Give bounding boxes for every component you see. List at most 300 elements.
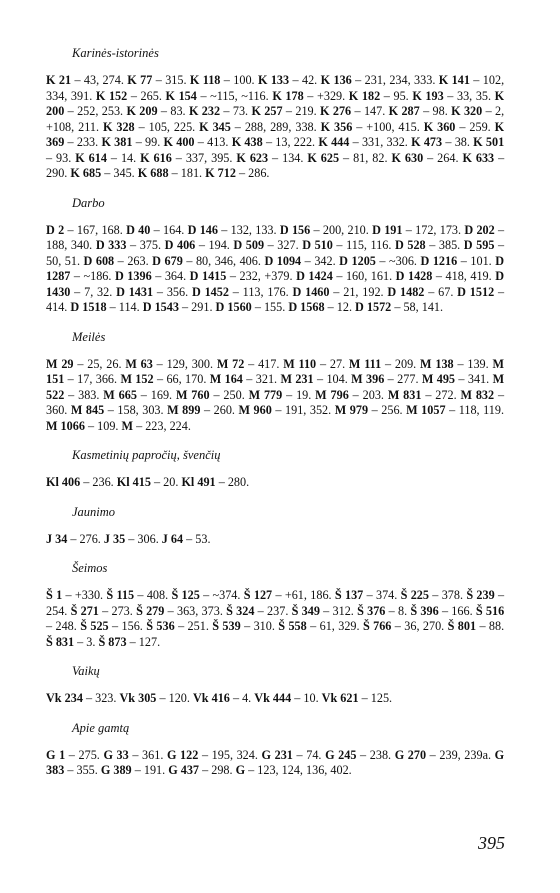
entry-refs: 231, 234, 333. [364,73,436,87]
index-entry: M 522 – 383. [46,372,505,402]
entry-code: Kl 415 [116,475,151,489]
entry-refs: 67. [438,284,454,299]
entry-refs: 298. [211,763,233,777]
entry-code: M 665 [103,387,137,402]
entry-refs: 251. [187,619,209,633]
entry-code: Š 137 [334,588,364,602]
entry-code: Š 115 [106,588,135,602]
entry-code: D 1430 [46,269,505,299]
entry-code: Š 225 [400,588,429,602]
index-section [46,46,504,182]
index-entry: D 509 – 327. [233,238,299,252]
entry-code: K 381 [101,135,133,149]
index-entry: M 1057 – 118, 119. [406,403,505,417]
entry-refs: ~374. [212,588,241,602]
index-entry: Kl 406 – 236. [46,475,114,489]
entry-code: M 164 [209,372,243,386]
entry-code: M 779 [248,387,283,402]
index-entry: G 437 – 298. [168,763,233,777]
index-entry: G 383 – 355. [46,747,505,777]
index-entry: Š 115 – 408. [106,588,169,602]
entry-refs: 237. [267,603,289,618]
entry-refs: 327. [277,238,299,252]
entry-code: K 625 [307,150,340,165]
entry-refs: +330. [74,588,104,602]
entry-refs: 248. [55,619,77,633]
entry-code: Š 801 [447,619,477,633]
entry-refs: 263. [127,253,149,268]
entry-code: G 383 [46,747,505,777]
index-entry: Vk 444 – 10. [254,691,319,705]
entry-refs: 360. [46,403,68,417]
index-entry: Kl 415 – 20. [116,475,179,489]
index-entry: Š 539 – 310. [212,619,275,633]
entry-refs: 341. [467,372,490,386]
entry-code: K 152 [95,88,128,103]
entry-refs: 3. [86,634,96,649]
entry-refs: 101. [470,253,492,268]
entry-code: Vk 444 [254,691,292,705]
index-entry: D 146 – 132, 133. [187,222,277,237]
entry-refs: 61, 329. [319,619,360,633]
entry-refs: 129, 300. [166,356,214,371]
index-entry: D 1431 – 356. [116,284,189,299]
index-entry: M 979 – 256. [334,403,403,417]
entry-code: D 1415 [189,269,227,283]
index-entry: G 245 – 238. [325,747,392,762]
entry-refs: 160, 161. [345,269,393,283]
entry-code: D 40 [126,222,151,237]
entry-refs: 42. [301,73,318,87]
index-entry: M 495 – 341. [421,372,490,386]
entry-refs: 115, 116. [346,238,392,252]
entry-code: K 400 [163,135,195,149]
entry-code: K 257 [251,104,283,118]
entry-code: K 369 [46,119,505,149]
index-entry: Š 349 – 312. [291,603,354,618]
entry-code: K 328 [102,119,135,134]
entry-refs: 191. [143,763,166,777]
index-entry: G 389 – 191. [100,763,166,777]
index-entry: Kl 491 – 280. [181,475,250,489]
index-section [46,196,504,316]
index-entry: D 1452 – 113, 176. [191,284,289,299]
entry-refs: 364. [164,269,187,283]
entry-code: Š 873 [98,634,127,649]
entry-code: D 406 [164,238,196,252]
entry-refs: 104. [326,372,348,386]
index-entry: K 232 – 73. [188,104,249,118]
entry-code: K 232 [188,104,221,118]
entry-refs: +329. [316,88,346,103]
entry-refs: 125. [370,691,393,705]
index-entry: M 845 – 158, 303. [70,403,164,417]
entry-refs: 158, 303. [117,403,164,417]
index-entry: G 231 – 74. [261,747,322,762]
entry-code: Kl 491 [181,475,216,489]
entry-code: K 133 [257,73,290,87]
entry-code: D 2 [46,222,65,237]
section-entries [46,475,504,491]
entry-refs: 385. [438,238,461,252]
index-entry: J 34 – 276. [46,531,101,546]
section-title: Vaikų [72,664,100,678]
entry-code: K 287 [388,104,420,118]
index-entry: J 64 – 53. [161,531,211,546]
entry-refs: 236. [92,475,114,489]
entry-code: K 136 [320,73,352,87]
section-title: Kasmetinių papročių, švenčių [72,448,221,462]
index-entry: J 35 – 306. [103,531,159,546]
entry-code: M 979 [334,403,369,417]
index-entry: D 2 – 167, 168. [46,222,123,237]
entry-code: M 110 [283,356,317,371]
section-title: Jaunimo [72,504,116,519]
entry-code: Š 516 [475,603,505,618]
entry-refs: 356. [166,284,189,299]
entry-code: D 1512 [457,284,495,299]
entry-code: D 146 [187,222,218,237]
entry-refs: 188, 340. [46,238,93,252]
index-entry: K 400 – 413. [163,135,229,149]
entry-refs: 345. [113,166,135,180]
entry-code: M [121,418,134,433]
entry-code: K 21 [46,73,72,87]
entry-refs: 363, 373. [176,603,223,618]
entry-refs: 99. [145,135,161,149]
index-section [46,505,504,548]
section-entries [46,532,504,548]
entry-code: D 1428 [395,269,433,283]
section-title: Karinės-istorinės [72,46,159,60]
entry-code: Š 271 [70,603,99,618]
index-entry: K 136 – 231, 234, 333. [320,73,436,87]
index-entry: K 345 – 288, 289, 338. [199,119,317,134]
entry-code: Š 239 [466,588,495,602]
entry-code: K 712 [205,166,236,180]
entry-refs: 36, 270. [404,619,445,633]
entry-refs: 254. [46,603,68,618]
index-entry: Š 376 – 8. [357,603,408,618]
entry-code: D 1205 [339,253,376,268]
index-entry: D 1572 – 58, 141. [355,300,444,314]
entry-refs: 203. [362,387,384,402]
entry-refs: 127. [138,634,161,649]
index-entry: K 133 – 42. [257,73,318,87]
entry-refs: 13, 222. [275,135,316,149]
entry-refs: 25, 26. [87,356,122,371]
entry-refs: 100. [233,73,255,87]
entry-refs: +100, 415. [366,119,420,134]
section-entries [46,73,504,182]
entry-refs: 252, 253. [77,104,124,118]
entry-code: K 473 [411,135,443,149]
entry-refs: 14. [120,150,137,165]
entry-code: D 1560 [215,300,252,314]
entry-code: D 679 [152,253,183,268]
index-entry: Š 324 – 237. [226,603,289,618]
index-entry: D 679 – 80, 346, 406. [152,253,261,268]
index-entry: D 1482 – 67. [387,284,454,299]
entry-code: G 122 [166,747,199,762]
index-entry: M 111 – 209. [348,356,417,371]
index-entry: D 202 – 188, 340. [46,222,505,252]
entry-refs: 323. [95,691,117,705]
entry-refs: 312. [332,603,354,618]
entry-code: M 831 [387,387,422,402]
index-entry: Š 1 – +330. [46,588,104,602]
entry-refs: 50, 51. [46,253,80,268]
entry-refs: 418, 419. [445,269,492,283]
entry-code: D 1572 [355,300,392,314]
entry-code: D 1568 [288,300,325,314]
entry-code: K 623 [236,150,269,165]
entry-code: G 1 [46,747,66,762]
index-section [46,721,504,779]
entry-refs: 2, +108, 211. [46,104,505,134]
index-entry: M – 223, 224. [121,418,191,433]
entry-refs: 250. [223,387,245,402]
index-entry: Š 801 – 88. [447,619,505,633]
index-entry: D 1205 – ~306. [339,253,417,268]
index-entry: Š 239 – 254. [46,588,505,618]
index-entry: K 614 – 14. [75,150,137,165]
entry-refs: 19. [296,387,312,402]
index-entry: Š 873 – 127. [98,634,161,649]
entry-refs: 164. [163,222,185,237]
entry-refs: ~115, ~116. [210,88,269,103]
entry-code: D 1460 [292,284,330,299]
index-section [46,561,504,650]
entry-code: Š 324 [226,603,255,618]
entry-code: Š 279 [136,603,165,618]
index-entry: M 72 – 417. [216,356,280,371]
entry-code: K 688 [137,166,169,180]
entry-refs: 342. [314,253,336,268]
entry-code: G 389 [100,763,132,777]
entry-refs: 58, 141. [403,300,444,314]
entry-code: M 760 [175,387,210,402]
index-entry: K 616 – 337, 395. [140,150,233,165]
entry-refs: 8. [398,603,408,618]
entry-refs: 361. [142,747,164,762]
index-text [46,46,504,793]
index-entry: G 122 – 195, 324. [166,747,258,762]
entry-refs: 132, 133. [230,222,277,237]
index-entry: Š 137 – 374. [334,588,398,602]
entry-code: Š 766 [362,619,392,633]
entry-refs: 74. [306,747,322,762]
entry-code: K 630 [391,150,424,165]
entry-code: Š 525 [80,619,109,633]
index-entry: M 831 – 272. [387,387,457,402]
entry-refs: 194. [208,238,230,252]
index-entry: Š 536 – 251. [146,619,209,633]
index-entry: D 528 – 385. [395,238,461,252]
entry-refs: 413. [207,135,229,149]
entry-code: K 193 [412,88,444,103]
entry-refs: 200, 210. [322,222,369,237]
entry-refs: 337, 395. [185,150,233,165]
entry-code: J 34 [46,531,68,546]
entry-code: D 191 [372,222,403,237]
entry-refs: 219. [295,104,317,118]
entry-code: M 138 [420,356,454,371]
entry-code: M 832 [460,387,495,402]
entry-refs: 417. [258,356,280,371]
entry-code: J 35 [103,531,126,546]
index-entry: M 899 – 260. [167,403,235,417]
entry-refs: 223, 224. [145,418,191,433]
index-entry: K 200 – 252, 253. [46,88,505,118]
entry-refs: 277. [397,372,419,386]
entry-refs: 232, +379. [239,269,293,283]
section-title: Meilės [72,329,106,344]
entry-code: K 345 [199,119,231,134]
index-entry: K 444 – 331, 332. [318,135,408,149]
entry-refs: 156. [121,619,143,633]
index-entry: D 595 – 50, 51. [46,238,505,268]
entry-refs: 191, 352. [285,403,332,417]
index-entry: D 1216 – 101. [420,253,492,268]
entry-code: G 270 [394,747,427,762]
entry-code: G [235,763,246,777]
entry-refs: 375. [139,238,162,252]
entry-code: M 495 [421,372,456,386]
index-entry: M 960 – 191, 352. [238,403,332,417]
entry-code: K 154 [165,88,197,103]
index-entry: K 154 – ~115, ~116. [165,88,269,103]
entry-refs: 113, 176. [242,284,289,299]
entry-refs: 17, 366. [77,372,118,386]
index-entry: Š 279 – 363, 373. [136,603,223,618]
entry-code: K 685 [70,166,102,180]
entry-code: M 152 [120,372,154,386]
entry-refs: 27. [329,356,346,371]
entry-refs: 273. [111,603,133,618]
entry-code: M 63 [125,356,153,371]
entry-refs: 114. [118,300,140,314]
entry-code: Vk 234 [46,691,83,705]
entry-refs: 66, 170. [166,372,207,386]
index-entry: Vk 621 – 125. [321,691,393,705]
entry-refs: 88. [488,619,505,633]
index-entry: K 77 – 315. [127,73,187,87]
entry-refs: 291. [191,300,213,314]
entry-code: M 1066 [46,418,85,433]
index-entry: M 796 – 203. [315,387,384,402]
entry-code: Š 376 [357,603,386,618]
entry-refs: 233. [76,135,99,149]
entry-refs: 239, 239a. [439,747,492,762]
index-entry: D 1518 – 114. [70,300,140,314]
entry-refs: ~306. [389,253,417,268]
index-entry: K 287 – 98. [388,104,448,118]
index-entry: M 1066 – 109. [46,418,119,433]
entry-refs: 209. [394,356,417,371]
entry-refs: ~186. [83,269,112,283]
index-entry: M 164 – 321. [209,372,278,386]
index-entry: K 257 – 219. [251,104,317,118]
entry-code: D 1431 [116,284,154,299]
index-entry: K 152 – 265. [95,88,162,103]
index-entry: Š 225 – 378. [400,588,464,602]
entry-refs: 238. [369,747,392,762]
index-entry: Š 766 – 36, 270. [362,619,445,633]
index-entry: K 369 – 233. [46,119,505,149]
entry-code: K 501 [473,135,505,149]
index-entry: D 406 – 194. [164,238,230,252]
entry-refs: 93. [56,150,72,165]
index-entry: K 182 – 95. [348,88,409,103]
entry-code: Š 539 [212,619,241,633]
entry-code: D 202 [464,222,495,237]
entry-refs: 260. [213,403,235,417]
entry-code: D 1452 [191,284,229,299]
index-entry: K 21 – 43, 274. [46,73,124,87]
entry-refs: 355. [76,763,98,777]
entry-code: Vk 305 [119,691,157,705]
index-entry: M 779 – 19. [248,387,312,402]
entry-code: K 633 [462,150,495,165]
entry-refs: 102, 334, 391. [46,73,505,103]
index-entry: D 608 – 263. [83,253,149,268]
index-entry: D 1415 – 232, +379. [189,269,293,283]
index-entry: K 625 – 81, 82. [307,150,388,165]
entry-refs: 10. [303,691,319,705]
index-entry: G 33 – 361. [103,747,164,762]
entry-code: Š 396 [410,603,439,618]
entry-refs: 414. [46,300,68,314]
entry-refs: 33, 35. [456,88,492,103]
index-entry: K 193 – 33, 35. [412,88,492,103]
index-entry: Vk 416 – 4. [192,691,252,705]
entry-code: Vk 621 [321,691,359,705]
entry-code: K 77 [127,73,153,87]
entry-refs: 290. [46,166,68,180]
entry-refs: 81, 82. [353,150,388,165]
entry-code: Š 536 [146,619,175,633]
index-entry: K 320 – 2, +108, 211. [46,104,505,134]
entry-code: G 33 [103,747,129,762]
entry-code: K 200 [46,88,505,118]
entry-refs: 331, 332. [361,135,408,149]
index-entry: K 623 – 134. [236,150,304,165]
index-entry: M 138 – 139. [420,356,489,371]
section-entries [46,691,504,707]
index-entry: K 209 – 83. [126,104,186,118]
index-entry: D 333 – 375. [95,238,162,252]
entry-code: K 614 [75,150,107,165]
entry-code: K 356 [320,119,353,134]
entry-code: M 111 [348,356,382,371]
entry-refs: 167, 168. [76,222,123,237]
entry-refs: 147. [363,104,386,118]
entry-code: K 276 [320,104,352,118]
index-entry: D 1568 – 12. [288,300,352,314]
entry-code: Š 831 [46,634,75,649]
entry-refs: 374. [375,588,398,602]
index-entry: K 688 – 181. [137,166,203,180]
index-entry: D 1428 – 418, 419. [395,269,492,283]
entry-refs: 408. [146,588,169,602]
entry-code: Kl 406 [46,475,81,489]
entry-refs: 38. [454,135,470,149]
index-entry: D 156 – 200, 210. [279,222,369,237]
entry-refs: 286. [248,166,270,180]
entry-code: M 960 [238,403,272,417]
entry-refs: 105, 225. [148,119,196,134]
